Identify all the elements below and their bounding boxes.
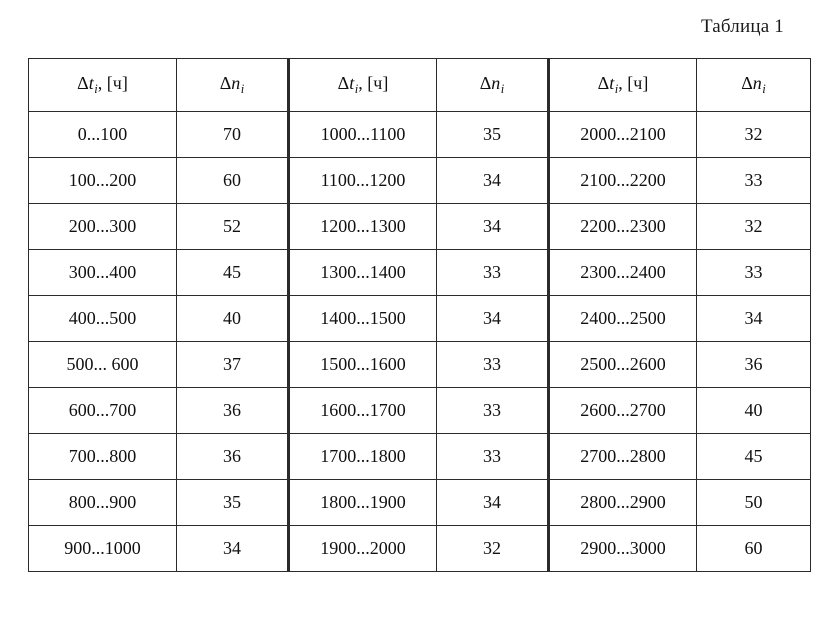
frequency-table xyxy=(28,58,811,572)
cell-count: 32 xyxy=(437,526,549,572)
cell-interval: 1200...1300 xyxy=(289,204,437,250)
i-subscript-3: i xyxy=(354,81,359,96)
cell-count: 34 xyxy=(437,480,549,526)
cell-interval: 2000...2100 xyxy=(549,112,697,158)
unit-label-1: , [ч] xyxy=(97,73,128,94)
cell-interval: 400...500 xyxy=(29,296,177,342)
table-row xyxy=(29,204,811,250)
cell-count: 37 xyxy=(177,342,289,388)
cell-interval: 2100...2200 xyxy=(549,158,697,204)
cell-interval: 2500...2600 xyxy=(549,342,697,388)
n-symbol-2: n xyxy=(491,73,501,94)
cell-interval: 2300...2400 xyxy=(549,250,697,296)
t-symbol-1: t xyxy=(88,73,94,94)
cell-interval: 1100...1200 xyxy=(289,158,437,204)
cell-count: 60 xyxy=(697,526,811,572)
i-subscript-5: i xyxy=(614,81,619,96)
table-caption: Таблица 1 xyxy=(700,16,784,37)
n-symbol-3: n xyxy=(752,73,762,94)
cell-interval: 800...900 xyxy=(29,480,177,526)
cell-count: 34 xyxy=(177,526,289,572)
table-header-row xyxy=(29,59,811,112)
cell-interval: 1700...1800 xyxy=(289,434,437,480)
cell-count: 33 xyxy=(437,388,549,434)
delta-symbol-5: Δ xyxy=(597,73,610,94)
delta-symbol-6: Δ xyxy=(741,73,753,94)
cell-count: 45 xyxy=(697,434,811,480)
table-row xyxy=(29,112,811,158)
cell-interval: 900...1000 xyxy=(29,526,177,572)
table-row xyxy=(29,342,811,388)
cell-interval: 2400...2500 xyxy=(549,296,697,342)
cell-count: 34 xyxy=(697,296,811,342)
cell-interval: 300...400 xyxy=(29,250,177,296)
cell-interval: 1000...1100 xyxy=(289,112,437,158)
table-row xyxy=(29,434,811,480)
cell-count: 35 xyxy=(177,480,289,526)
table-container xyxy=(28,58,810,572)
cell-interval: 1300...1400 xyxy=(289,250,437,296)
cell-interval: 1900...2000 xyxy=(289,526,437,572)
t-symbol-3: t xyxy=(609,73,615,94)
cell-count: 60 xyxy=(177,158,289,204)
n-symbol-1: n xyxy=(231,73,241,94)
cell-interval: 1400...1500 xyxy=(289,296,437,342)
cell-interval: 600...700 xyxy=(29,388,177,434)
cell-count: 40 xyxy=(177,296,289,342)
cell-count: 36 xyxy=(177,388,289,434)
table-row xyxy=(29,250,811,296)
cell-count: 40 xyxy=(697,388,811,434)
cell-interval: 2700...2800 xyxy=(549,434,697,480)
cell-interval: 1600...1700 xyxy=(289,388,437,434)
cell-interval: 2900...3000 xyxy=(549,526,697,572)
cell-count: 50 xyxy=(697,480,811,526)
cell-interval: 2600...2700 xyxy=(549,388,697,434)
cell-count: 33 xyxy=(437,250,549,296)
cell-count: 36 xyxy=(697,342,811,388)
table-row xyxy=(29,158,811,204)
cell-interval: 700...800 xyxy=(29,434,177,480)
delta-symbol-3: Δ xyxy=(337,73,350,94)
column-header-interval-2 xyxy=(289,59,437,112)
i-subscript-4: i xyxy=(500,81,505,96)
cell-interval: 100...200 xyxy=(29,158,177,204)
cell-interval: 2200...2300 xyxy=(549,204,697,250)
column-header-interval-3 xyxy=(549,59,697,112)
column-header-count-2 xyxy=(437,59,549,112)
cell-count: 34 xyxy=(437,204,549,250)
table-row xyxy=(29,388,811,434)
cell-interval: 500... 600 xyxy=(29,342,177,388)
cell-count: 34 xyxy=(437,158,549,204)
cell-count: 32 xyxy=(697,112,811,158)
table-row xyxy=(29,480,811,526)
cell-count: 33 xyxy=(697,250,811,296)
column-header-count-1 xyxy=(177,59,289,112)
cell-count: 35 xyxy=(437,112,549,158)
cell-count: 70 xyxy=(177,112,289,158)
cell-interval: 2800...2900 xyxy=(549,480,697,526)
cell-count: 34 xyxy=(437,296,549,342)
cell-count: 36 xyxy=(177,434,289,480)
table-body xyxy=(29,112,811,572)
cell-count: 33 xyxy=(437,434,549,480)
cell-count: 32 xyxy=(697,204,811,250)
column-header-count-3 xyxy=(697,59,811,112)
delta-symbol-1: Δ xyxy=(77,73,89,94)
i-subscript-1: i xyxy=(94,81,98,96)
cell-interval: 200...300 xyxy=(29,204,177,250)
column-header-interval-1 xyxy=(29,59,177,112)
delta-symbol-4: Δ xyxy=(479,73,492,94)
unit-label-3: , [ч] xyxy=(618,73,649,94)
t-symbol-2: t xyxy=(349,73,355,94)
delta-symbol-2: Δ xyxy=(219,73,232,94)
i-subscript-6: i xyxy=(762,81,766,96)
cell-count: 33 xyxy=(697,158,811,204)
unit-label-2: , [ч] xyxy=(358,73,389,94)
cell-interval: 1500...1600 xyxy=(289,342,437,388)
table-row xyxy=(29,526,811,572)
cell-count: 52 xyxy=(177,204,289,250)
table-row xyxy=(29,296,811,342)
cell-interval: 1800...1900 xyxy=(289,480,437,526)
cell-count: 45 xyxy=(177,250,289,296)
i-subscript-2: i xyxy=(240,81,245,96)
cell-count: 33 xyxy=(437,342,549,388)
cell-interval: 0...100 xyxy=(29,112,177,158)
